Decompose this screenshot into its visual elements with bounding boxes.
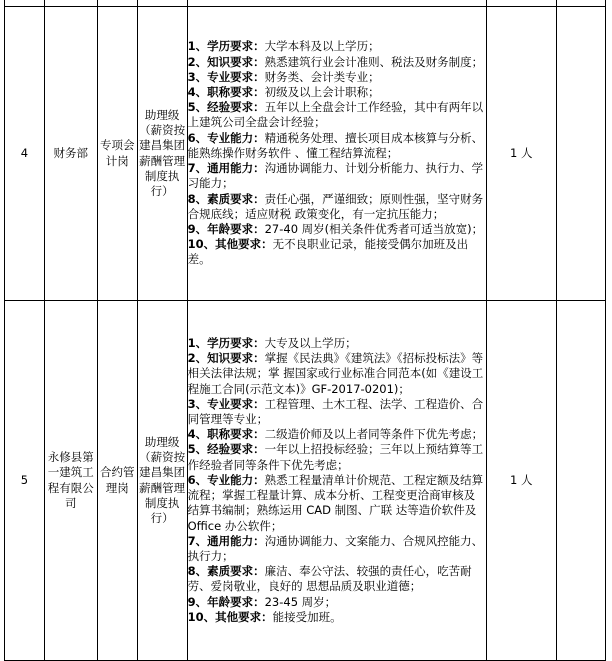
requirement-item: 2、知识要求：熟悉建筑行业会计准则、税法及财务制度；: [187, 54, 484, 69]
requirement-item: 3、专业要求：工程管理、土木工程、法学、工程造价、合同管理等专业；: [187, 396, 484, 427]
requirement-item: 6、专业能力：熟悉工程量清单计价规范、工程定额及结算流程；掌握工程量计算、成本分析、工程变更洽商审核及结算书编制；熟练运用 CAD 制图、广联 达等造价软件及 Office 办公软件；: [187, 472, 484, 533]
department: 永修县第一建筑工程有限公司: [44, 301, 97, 661]
requirement-item: 8、素质要求：责任心强，严谨细致；原则性强，坚守财务合规底线；适应财税 政策变化，有一定抗压能力；: [187, 191, 484, 221]
post-name: 专项会计岗: [97, 7, 137, 301]
requirement-item: 7、通用能力：沟通协调能力、计划分析能力、执行力、学习能力；: [187, 161, 484, 191]
requirements-cell: [187, 7, 486, 301]
requirement-item: 4、职称要求：二级造价师及以上者同等条件下优先考虑；: [187, 427, 484, 442]
requirement-item: 5、经验要求：五年以上全盘会计工作经验，其中有两年以上建筑公司全盘会计经验；: [187, 100, 484, 130]
requirement-item: 3、专业要求：财务类、会计类专业；: [187, 69, 380, 84]
post-name: 合约管理岗: [97, 301, 137, 661]
requirement-item: 9、年龄要求：23-45 周岁；: [187, 594, 337, 609]
table-row: [5, 7, 606, 301]
requirement-item: 7、通用能力：沟通协调能力、文案能力、合规风控能力、执行力；: [187, 533, 484, 563]
requirement-item: 10、其他要求：能接受加班。: [187, 609, 342, 624]
headcount: 1 人: [486, 7, 556, 301]
requirement-item: 9、年龄要求：27-40 周岁(相关条件优秀者可适当放宽)；: [187, 221, 484, 236]
recruitment-table: [4, 0, 606, 661]
row-number: 4: [5, 7, 45, 301]
requirement-item: 1、学历要求：大学本科及以上学历；: [187, 39, 380, 54]
remark: [556, 301, 605, 661]
requirement-item: 5、经验要求：一年以上招投标经验；三年以上预结算等工作经验者同等条件下优先考虑；: [187, 442, 484, 472]
row-number: 5: [5, 301, 45, 661]
department: 财务部: [44, 7, 97, 301]
requirement-item: 4、职称要求：初级及以上会计职称；: [187, 85, 380, 100]
headcount: 1 人: [486, 301, 556, 661]
requirement-item: 2、知识要求：掌握《民法典》《建筑法》《招标投标法》等相关法律法规；掌 握国家或行业标准合同范本(如《建设工程施工合同(示范文本)》GF-2017-0201)；: [187, 351, 484, 396]
job-level: 助理级（薪资按建昌集团薪酬管理制度执行）: [137, 7, 187, 301]
requirement-item: 8、素质要求：廉洁、奉公守法、较强的责任心，吃苦耐劳、爱岗敬业，良好的 思想品质及职业道德；: [187, 564, 472, 594]
remark: [556, 7, 605, 301]
table-row: [5, 301, 606, 661]
requirements-cell: [187, 301, 486, 661]
requirement-item: 1、学历要求：大专及以上学历；: [187, 336, 357, 351]
requirement-item: 6、专业能力：精通税务处理、擅长项目成本核算与分析、能熟练操作财务软件 、懂工程结算流程；: [187, 130, 484, 160]
requirement-item: 10、其他要求：无不良职业记录，能接受偶尔加班及出差。: [187, 237, 469, 267]
job-level: 助理级（薪资按建昌集团薪酬管理制度执行）: [137, 301, 187, 661]
